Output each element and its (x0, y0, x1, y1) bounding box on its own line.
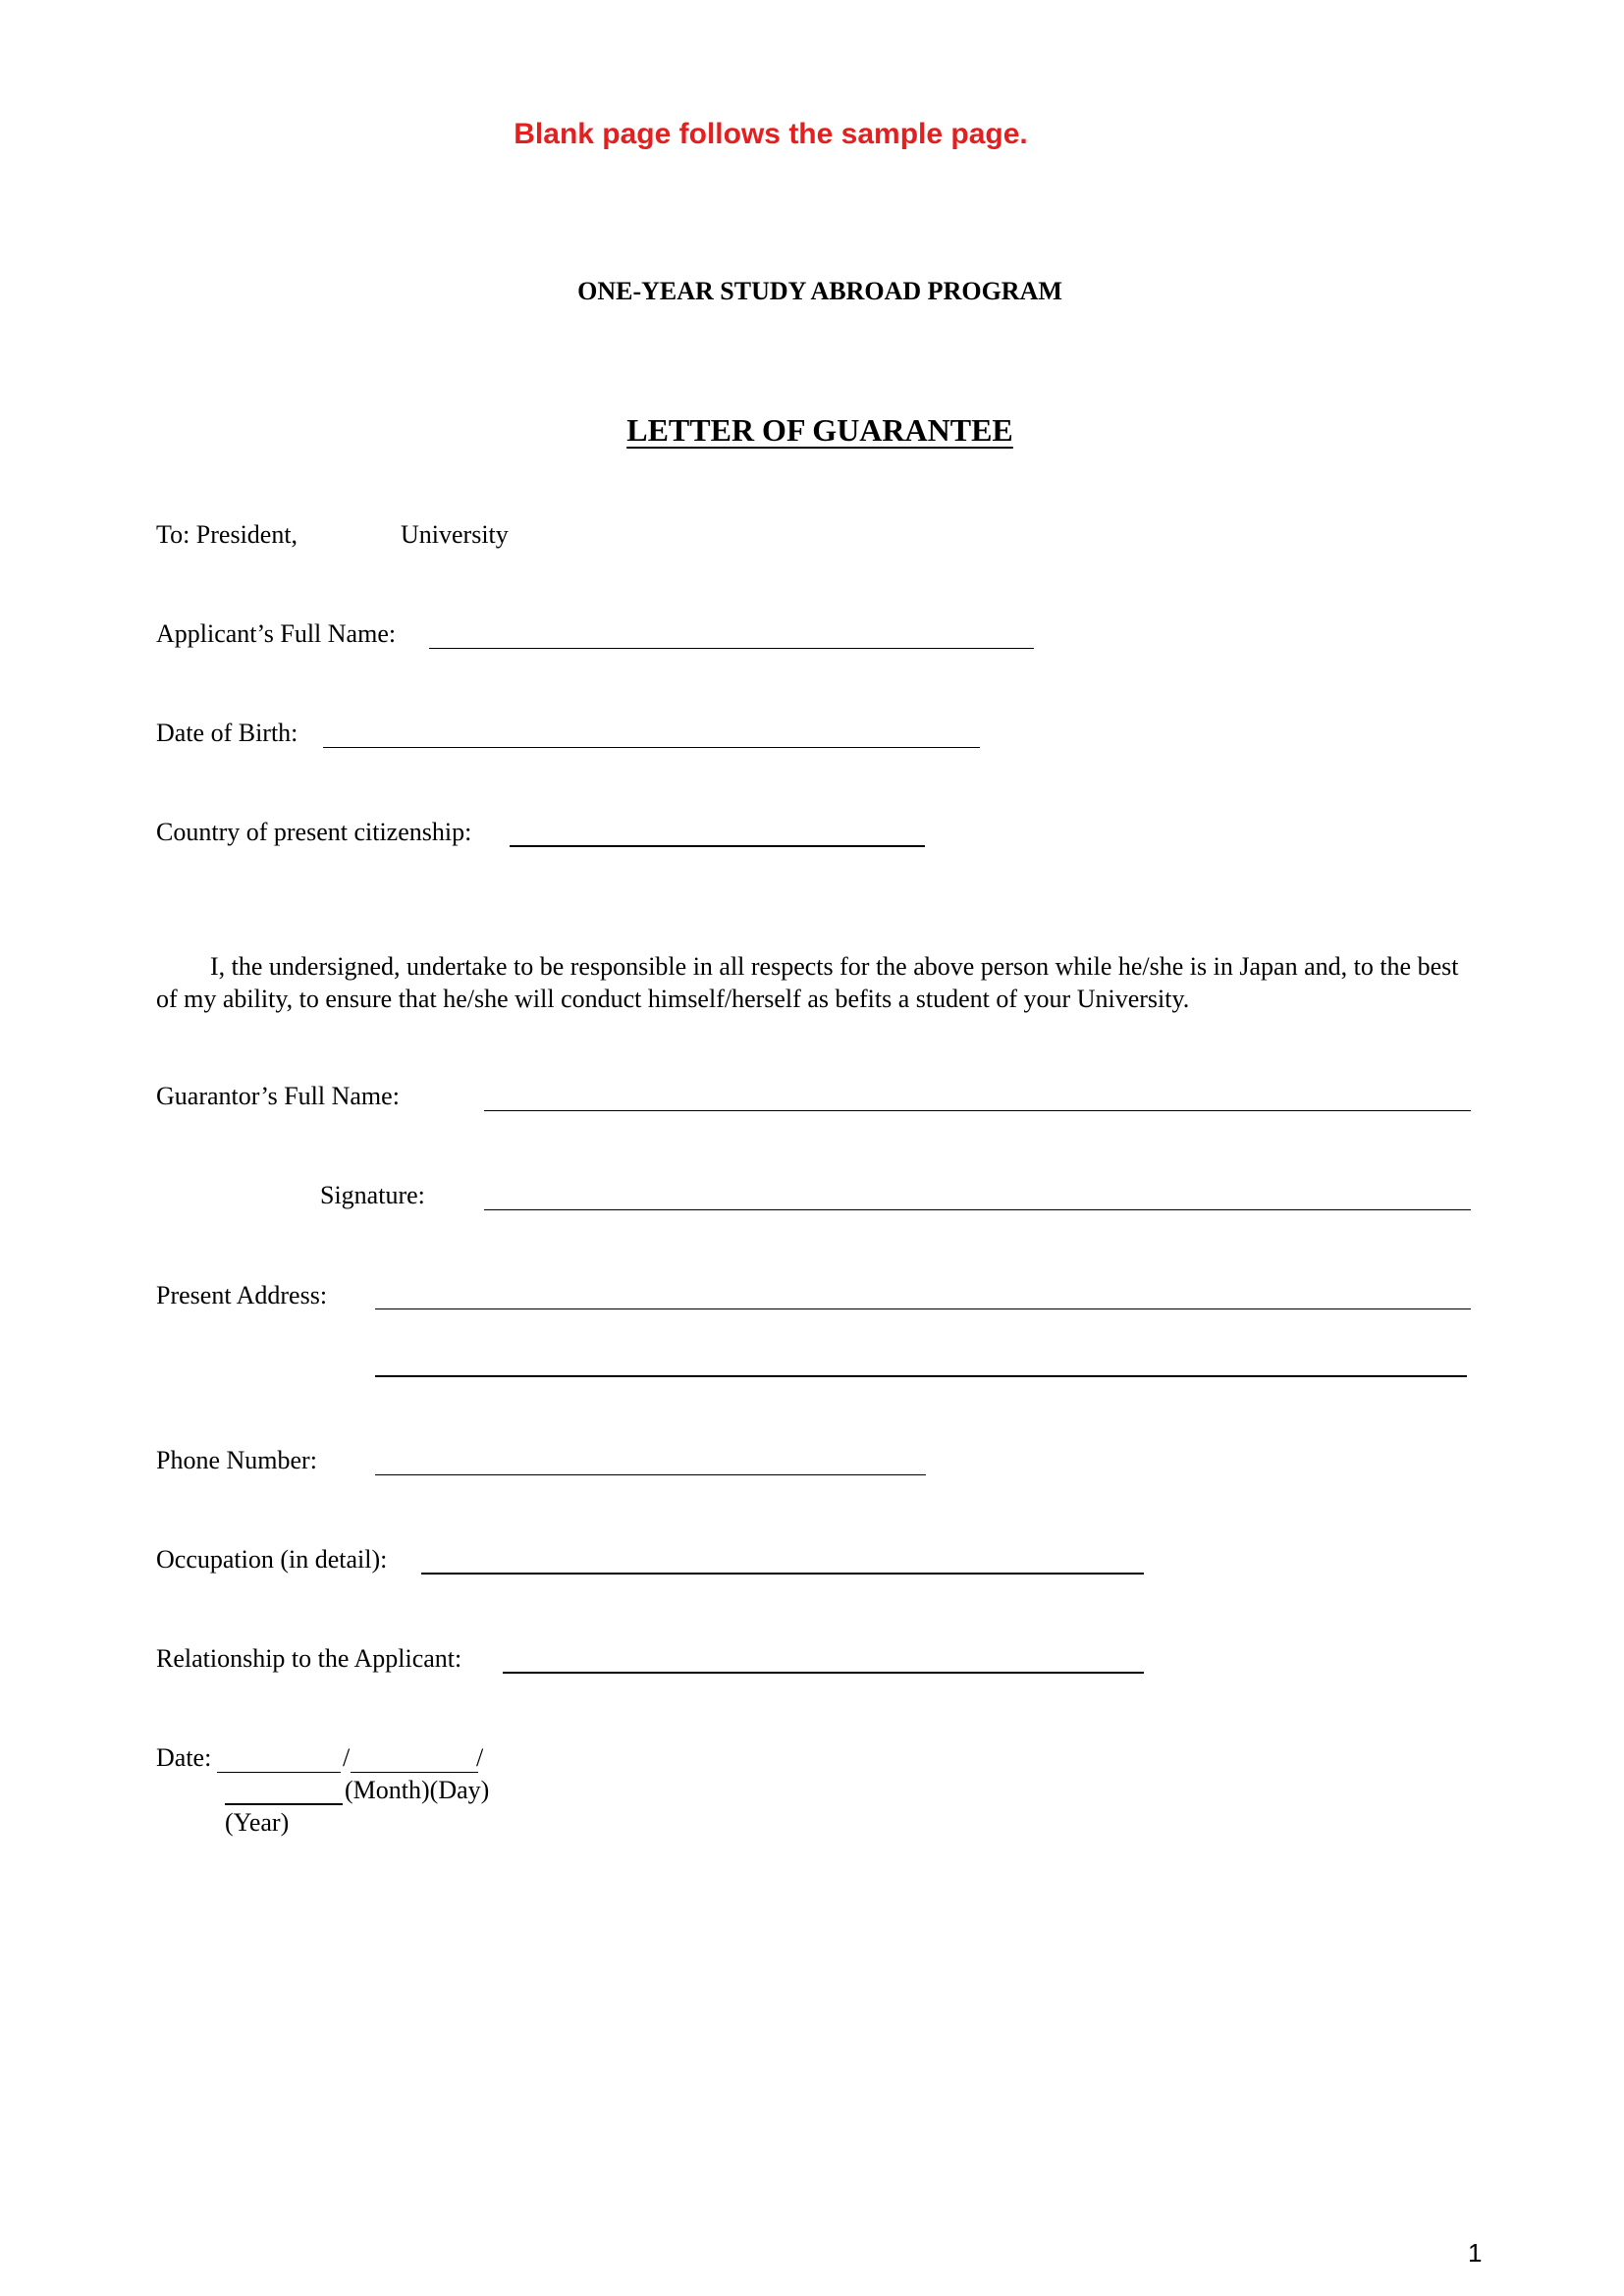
signature-label: Signature: (320, 1181, 425, 1209)
guarantor-full-name-label: Guarantor’s Full Name: (156, 1082, 400, 1110)
undertaking-paragraph (156, 950, 1472, 1015)
phone-number-field[interactable] (375, 1474, 926, 1475)
present-address-label: Present Address: (156, 1281, 328, 1309)
occupation-field[interactable] (421, 1573, 1144, 1575)
date-of-birth-field[interactable] (323, 747, 980, 748)
date-of-birth-label: Date of Birth: (156, 719, 298, 747)
sample-notice: Blank page follows the sample page. (514, 118, 1028, 150)
signature-field[interactable] (484, 1209, 1471, 1210)
date-year-field[interactable] (225, 1803, 343, 1805)
document-title (0, 412, 1624, 449)
present-address-field-line-1[interactable] (375, 1308, 1471, 1309)
month-day-label: (Month)(Day) (345, 1776, 490, 1804)
date-separator-2: / (476, 1743, 484, 1772)
date-separator-1: / (343, 1743, 351, 1772)
citizenship-field[interactable] (510, 845, 925, 847)
relationship-field[interactable] (503, 1672, 1144, 1674)
applicant-full-name-field[interactable] (429, 648, 1034, 649)
addressee-prefix: To: President, (156, 520, 298, 549)
year-label: (Year) (225, 1808, 290, 1837)
applicant-full-name-label: Applicant’s Full Name: (156, 619, 397, 648)
program-title: ONE-YEAR STUDY ABROAD PROGRAM (577, 277, 1062, 305)
date-month-field[interactable] (217, 1772, 341, 1773)
phone-number-label: Phone Number: (156, 1446, 317, 1474)
citizenship-label: Country of present citizenship: (156, 818, 472, 846)
date-day-field[interactable] (351, 1772, 478, 1773)
relationship-label: Relationship to the Applicant: (156, 1644, 462, 1673)
guarantor-full-name-field[interactable] (484, 1110, 1471, 1111)
undertaking-text: I, the undersigned, undertake to be responsible in all respects for the above person while he/she is in Japan and, to the best of my ability, to ensure that he/she will conduct himself/herself as befits a student of your University. (156, 952, 1459, 1013)
occupation-label: Occupation (in detail): (156, 1545, 388, 1574)
addressee-university: University (401, 520, 509, 549)
page-number: 1 (1468, 2238, 1483, 2268)
present-address-field-line-2[interactable] (375, 1375, 1467, 1377)
date-label: Date: (156, 1743, 212, 1772)
document-title-text: LETTER OF GUARANTEE (626, 412, 1013, 448)
